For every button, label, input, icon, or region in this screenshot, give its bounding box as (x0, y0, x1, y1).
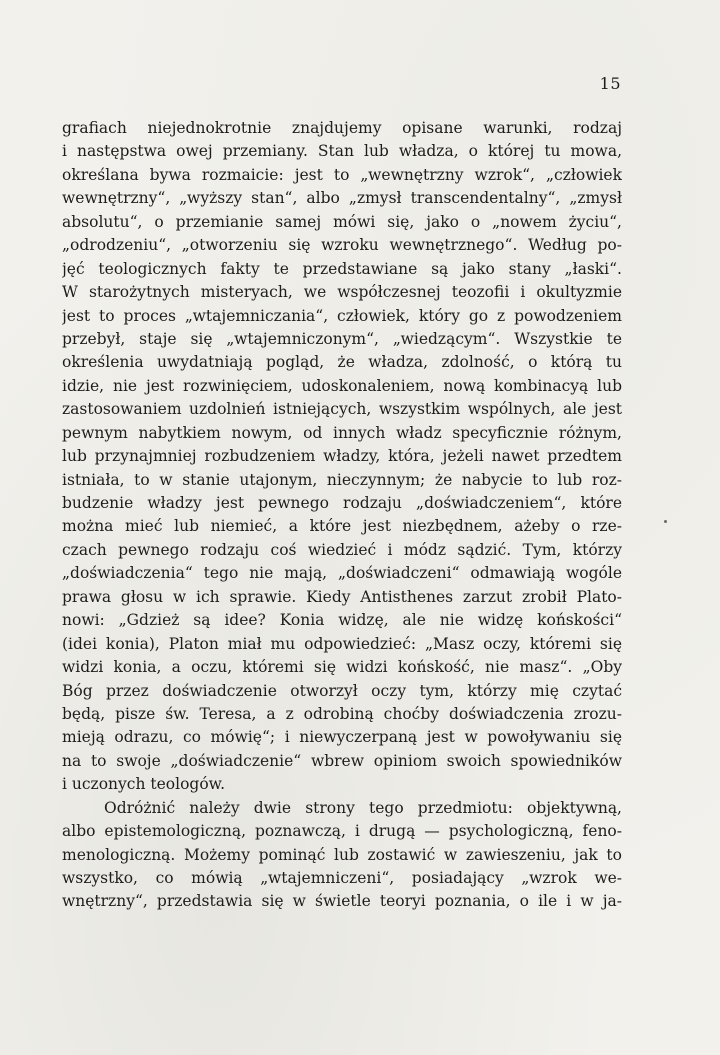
text-line: budzenie władzy jest pewnego rodzaju „doświadczeniem“, które (62, 494, 622, 512)
text-line: „doświadczenia“ tego nie mają, „doświadczeni“ odmawiają wogóle (62, 564, 622, 583)
body-text (62, 117, 622, 914)
text-line: idzie, nie jest rozwinięciem, udoskonaleniem, nową kombinacyą lub (62, 376, 622, 395)
text-line: jęć teologicznych fakty te przedstawiane są jako stany „łaski“. (62, 259, 622, 278)
text-line: absolutu“, o przemianie samej mówi się, jako o „nowem życiu“, (62, 212, 622, 231)
text-line: i następstwa owej przemiany. Stan lub władza, o której tu mowa, (62, 142, 622, 161)
page-number: 15 (599, 74, 621, 93)
text-line: jest to proces „wtajemniczania“, człowiek, który go z powodzeniem (62, 306, 622, 325)
text-line: mieją odrazu, co mówię“; i niewyczerpaną jest w powoływaniu się (62, 728, 622, 747)
text-line: albo epistemologiczną, poznawczą, i drugą — psychologiczną, feno- (62, 822, 622, 841)
text-line: widzi konia, a oczu, któremi się widzi końskość, nie masz“. „Oby (62, 658, 622, 677)
text-line: można mieć lub niemieć, a które jest niezbędnem, ażeby o rze- (62, 517, 622, 536)
text-line: przebył, staje się „wtajemniczonym“, „wiedzącym“. Wszystkie te (62, 329, 622, 348)
paragraph-end-line: i uczonych teologów. (62, 775, 226, 794)
text-line: nowi: „Gdzież są idee? Konia widzę, ale nie widzę końskości“ (62, 611, 622, 630)
paper-speck (664, 520, 667, 523)
text-line: wszystko, co mówią „wtajemniczeni“, posiadający „wzrok we- (62, 869, 622, 887)
text-line: Bóg przez doświadczenie otworzył oczy tym, którzy mię czytać (62, 681, 622, 700)
text-line: lub przynajmniej rozbudzeniem władzy, która, jeżeli nawet przedtem (62, 447, 622, 466)
text-line: określana bywa rozmaicie: jest to „wewnętrzny wzrok“, „człowiek (62, 165, 622, 184)
text-line: pewnym nabytkiem nowym, od innych władz specyficznie różnym, (62, 423, 622, 442)
text-line: określenia uwydatniają pogląd, że władza, zdolność, o którą tu (62, 353, 622, 372)
text-line: grafiach niejednokrotnie znajdujemy opisane warunki, rodzaj (62, 119, 622, 137)
text-line: na to swoje „doświadczenie“ wbrew opiniom swoich spowiedników (62, 751, 622, 770)
text-line: „odrodzeniu“, „otworzeniu się wzroku wewnętrznego“. Według po- (62, 236, 622, 255)
text-line: (idei konia), Platon miał mu odpowiedzieć: „Masz oczy, któremi się (62, 634, 622, 653)
text-line: prawa głosu w ich sprawie. Kiedy Antisthenes zarzut zrobił Plato- (62, 587, 622, 606)
paragraph-start-line: Odróżnić należy dwie strony tego przedmiotu: objektywną, (104, 798, 622, 817)
text-line: zastosowaniem uzdolnień istniejących, wszystkim wspólnych, ale jest (62, 400, 622, 419)
text-line: istniała, to w stanie utajonym, nieczynnym; że nabycie to lub roz- (62, 470, 622, 489)
text-line: czach pewnego rodzaju coś wiedzieć i módz sądzić. Tym, którzy (62, 540, 622, 559)
text-line: wewnętrzny“, „wyższy stan“, albo „zmysł transcendentalny“, „zmysł (62, 189, 622, 208)
text-line: będą, pisze św. Teresa, a z odrobiną choćby doświadczenia zrozu- (62, 704, 622, 723)
text-line: menologiczną. Możemy pominąć lub zostawić w zawieszeniu, jak to (62, 845, 622, 864)
text-line: wnętrzny“, przedstawia się w świetle teoryi poznania, o ile i w ja- (62, 892, 622, 911)
text-line: W starożytnych misteryach, we współczesnej teozofii i okultyzmie (62, 283, 622, 302)
